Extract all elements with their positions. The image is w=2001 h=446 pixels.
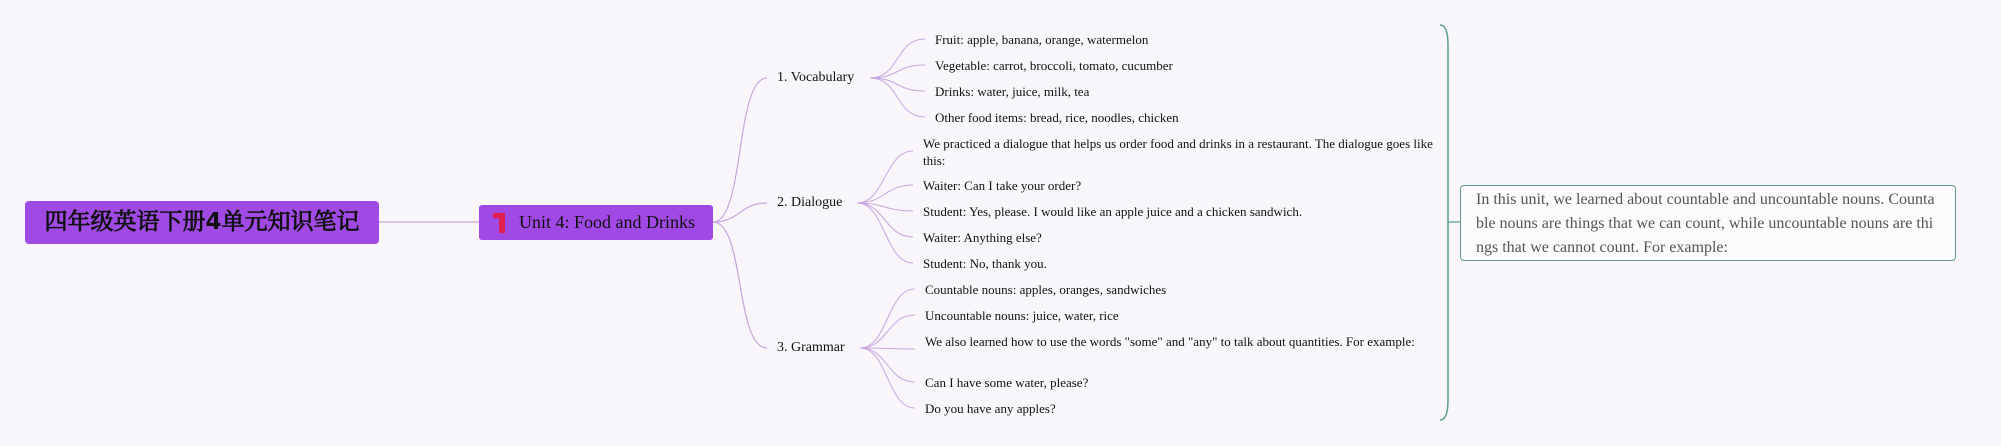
unit-branch-link-1 <box>713 78 767 222</box>
dialogue-link-5 <box>857 203 913 263</box>
vocab-item[interactable]: Vegetable: carrot, broccoli, tomato, cucumber <box>935 58 1173 73</box>
grammar-item[interactable]: Uncountable nouns: juice, water, rice <box>925 308 1119 323</box>
grammar-item[interactable]: Can I have some water, please? <box>925 375 1089 390</box>
flag-icon <box>499 213 505 233</box>
dialogue-item[interactable]: Student: Yes, please. I would like an apple juice and a chicken sandwich. <box>923 204 1303 219</box>
grammar-link-2 <box>860 315 915 348</box>
grammar-link-1 <box>860 289 915 348</box>
unit-topic[interactable] <box>479 205 713 240</box>
dialogue-item[interactable]: We practiced a dialogue that helps us order food and drinks in a restaurant. The dialogue goes like this: <box>923 136 1433 167</box>
unit-branch-link-2 <box>713 203 767 222</box>
unit-branch-link-3 <box>713 222 767 348</box>
dialogue-link-2 <box>857 185 913 203</box>
vocab-item[interactable]: Drinks: water, juice, milk, tea <box>935 84 1090 99</box>
vocab-link-1 <box>870 39 925 78</box>
vocab-link-3 <box>870 78 925 91</box>
branch-grammar[interactable]: 3. Grammar <box>777 340 845 355</box>
vocab-link-2 <box>870 65 925 78</box>
branch-vocabulary[interactable]: 1. Vocabulary <box>777 70 855 85</box>
unit-title: Unit 4: Food and Drinks <box>519 212 696 232</box>
grammar-link-5 <box>860 348 915 408</box>
grammar-item[interactable]: Do you have any apples? <box>925 401 1056 416</box>
dialogue-item[interactable]: Waiter: Can I take your order? <box>923 178 1082 193</box>
summary-note[interactable]: In this unit, we learned about countable and uncountable nouns. Countable nouns are things that we can count, while uncountable nouns are things that we cannot count. For example: <box>1460 185 1956 261</box>
summary-bracket <box>1440 25 1448 420</box>
vocab-link-4 <box>870 78 925 117</box>
grammar-item[interactable]: Countable nouns: apples, oranges, sandwiches <box>925 282 1167 297</box>
dialogue-item[interactable]: Waiter: Anything else? <box>923 230 1042 245</box>
vocab-item[interactable]: Fruit: apple, banana, orange, watermelon <box>935 32 1149 47</box>
dialogue-link-1 <box>857 151 913 203</box>
dialogue-item[interactable]: Student: No, thank you. <box>923 256 1047 271</box>
branch-dialogue[interactable]: 2. Dialogue <box>777 195 843 210</box>
root-topic[interactable]: 四年级英语下册4单元知识笔记 <box>25 201 379 244</box>
vocab-item[interactable]: Other food items: bread, rice, noodles, chicken <box>935 110 1179 125</box>
grammar-item[interactable]: We also learned how to use the words "some" and "any" to talk about quantities. For example: <box>925 334 1415 349</box>
